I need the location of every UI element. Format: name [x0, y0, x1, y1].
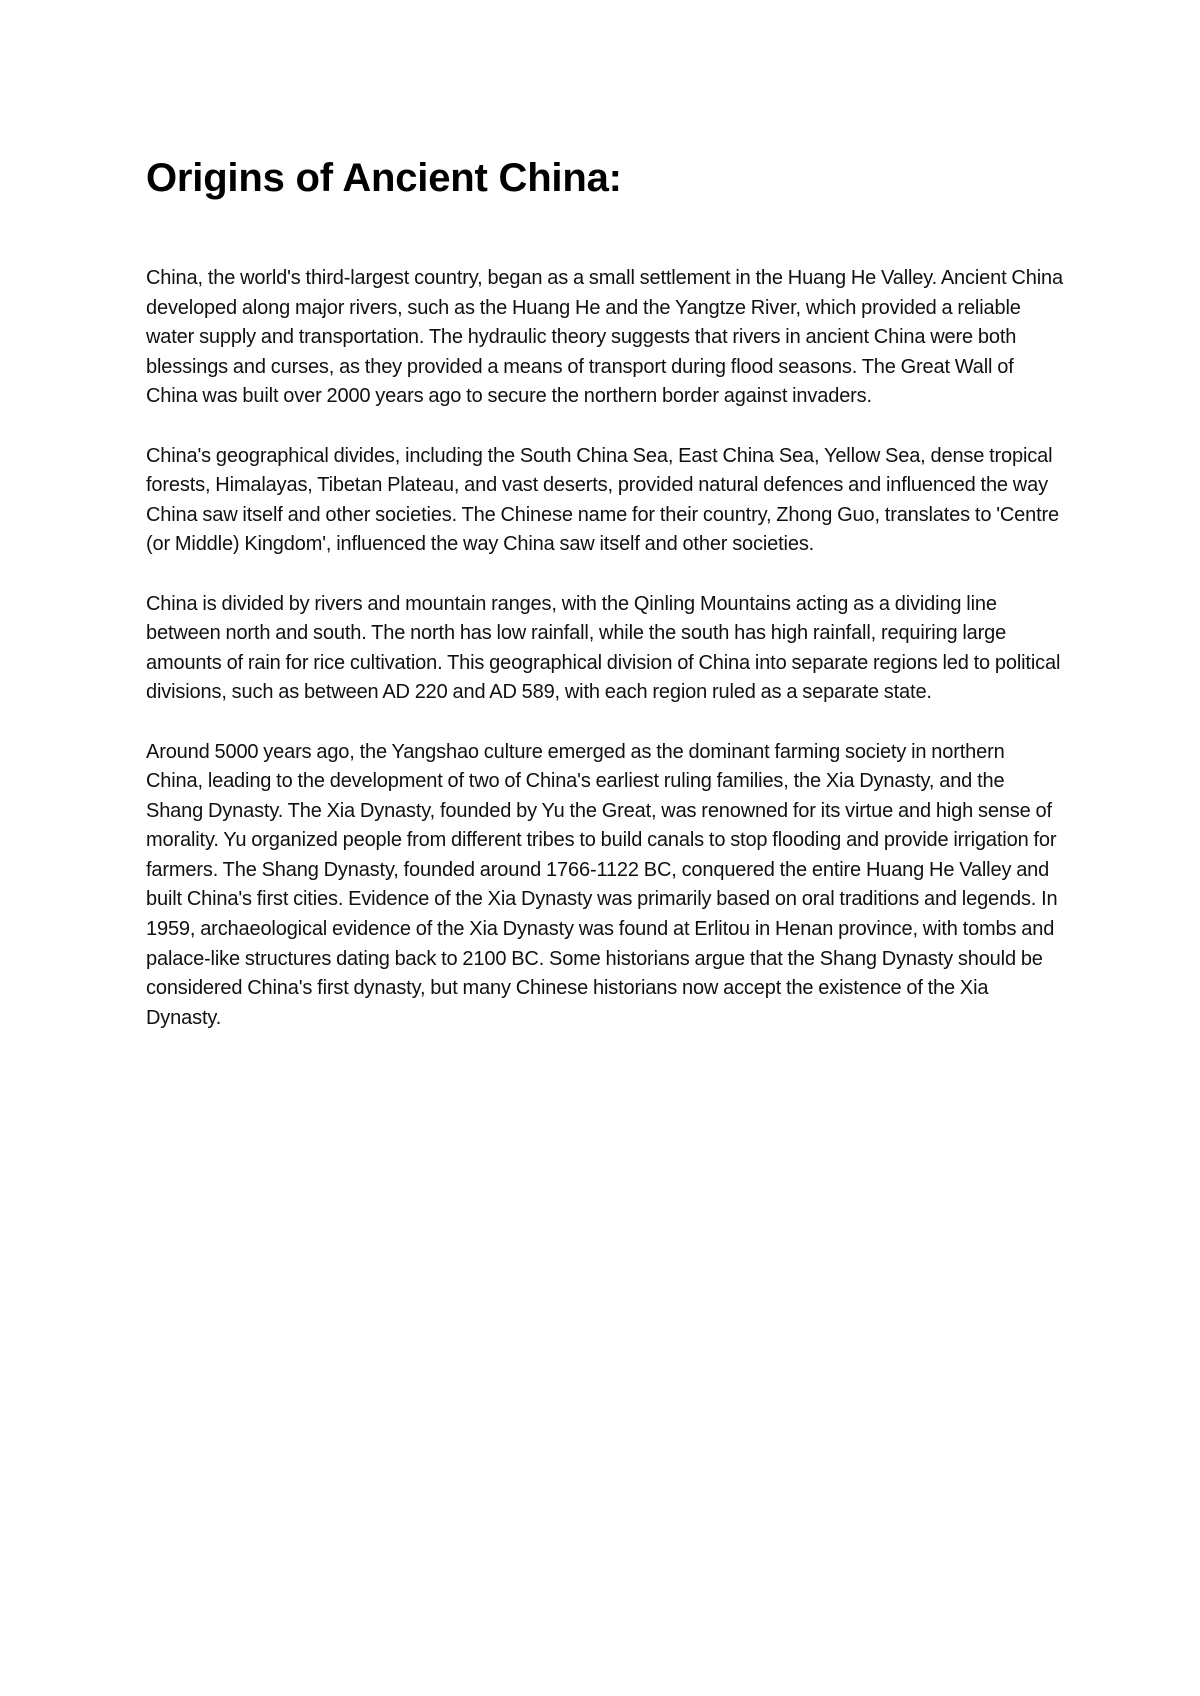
- document-title: Origins of Ancient China:: [146, 156, 622, 200]
- paragraph-geography: China's geographical divides, including the South China Sea, East China Sea, Yellow Sea, dense tropical forests, Himalayas, Tibetan Plateau, and vast deserts, provided natural defences and influenced the way China saw itself and other societies. The Chinese name for their country, Zhong Guo, translates to 'Centre (or Middle) Kingdom', influenced the way China saw itself and other societies.: [146, 444, 1059, 556]
- paragraph-divisions: China is divided by rivers and mountain ranges, with the Qinling Mountains acting as a dividing line between north and south. The north has low rainfall, while the south has high rainfall, requiring large amounts of rain for rice cultivation. This geographical division of China into separate regions led to political divisions, such as between AD 220 and AD 589, with each region ruled as a separate state.: [146, 592, 1061, 704]
- paragraph-origins: China, the world's third-largest country, began as a small settlement in the Huang He Valley. Ancient China developed along major rivers, such as the Huang He and the Yangtze River, which provided a reliable water supply and transportation. The hydraulic theory suggests that rivers in ancient China were both blessings and curses, as they provided a means of transport during flood seasons. The Great Wall of China was built over 2000 years ago to secure the northern border against invaders.: [146, 267, 1063, 408]
- document-body: [146, 150, 1066, 1063]
- paragraph-dynasties: Around 5000 years ago, the Yangshao culture emerged as the dominant farming society in northern China, leading to the development of two of China's earliest ruling families, the Xia Dynasty, and the Shang Dynasty. The Xia Dynasty, founded by Yu the Great, was renowned for its virtue and high sense of morality. Yu organized people from different tribes to build canals to stop flooding and provide irrigation for farmers. The Shang Dynasty, founded around 1766-1122 BC, conquered the entire Huang He Valley and built China's first cities. Evidence of the Xia Dynasty was primarily based on oral traditions and legends. In 1959, archaeological evidence of the Xia Dynasty was found at Erlitou in Henan province, with tombs and palace-like structures dating back to 2100 BC. Some historians argue that the Shang Dynasty should be considered China's first dynasty, but many Chinese historians now accept the existence of the Xia Dynasty.: [146, 740, 1058, 1029]
